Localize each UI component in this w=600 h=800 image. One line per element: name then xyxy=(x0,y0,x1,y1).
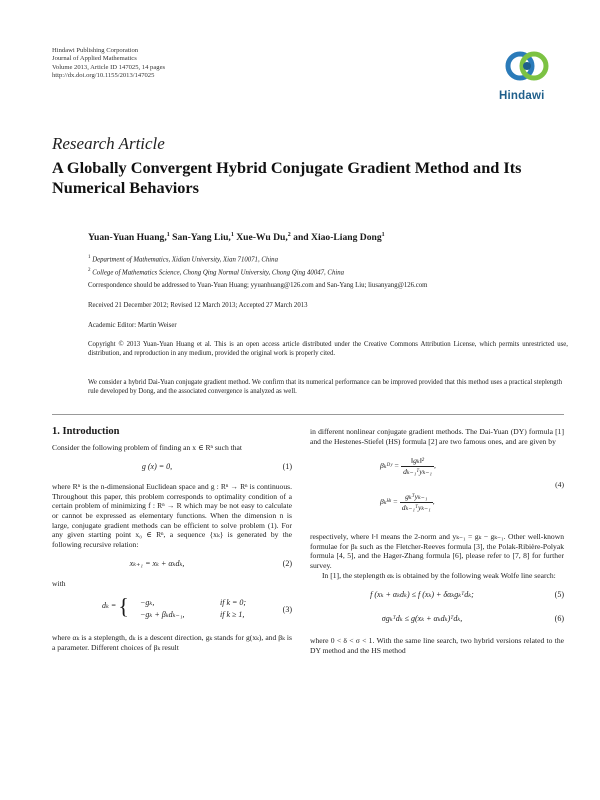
author-list xyxy=(88,232,385,243)
paper-title: A Globally Convergent Hybrid Conjugate Gradient Method and Its Numerical Behaviors xyxy=(52,158,522,197)
volume-info: Volume 2013, Article ID 147025, 14 pages xyxy=(52,63,166,71)
equation-1: g (x) = 0, (1) xyxy=(141,462,292,472)
section-heading: 1. Introduction xyxy=(52,426,120,437)
paragraph: where αₖ is a steplength, dₖ is a descent direction, gₖ stands for g(xₖ), and βₖ is a parameter. Different choices of βₖ result xyxy=(52,632,292,652)
journal-header xyxy=(52,47,165,80)
equation-2: xₖ₊₁ = xₖ + αₖdₖ, (2) xyxy=(129,559,292,569)
left-column xyxy=(52,427,292,652)
equation-6: σgₖᵀdₖ ≤ g(xₖ + αₖdₖ)ᵀdₖ, (6) xyxy=(381,614,564,624)
author-name: Xue-Wu Du, xyxy=(233,232,288,244)
author-name: and Xiao-Liang Dong xyxy=(290,232,382,244)
paragraph: where 0 < δ < σ < 1. With the same line search, two hybrid versions related to the DY method and the HS method xyxy=(310,636,564,655)
abstract: We consider a hybrid Dai-Yuan conjugate gradient method. We confirm that its numerical performance can be improved provided that this method uses a practical steplength rule developed by Dong, and the associated convergence is analyzed as well. xyxy=(88,379,562,395)
publisher: Hindawi Publishing Corporation xyxy=(52,47,139,54)
equation-3: dₖ = { −gₖ, −gₖ + βₖdₖ₋₁, if k = 0; if k ≥ 1, (3) xyxy=(102,593,292,619)
affiliation-2: $^2$ College of Mathematics Science, Chong Qing Normal University, Chong Qing 40047, China xyxy=(88,268,345,277)
dates: Received 21 December 2012; Revised 12 March 2013; Accepted 27 March 2013 xyxy=(88,302,308,309)
copyright: Copyright © 2013 Yuan-Yuan Huang et al. This is an open access article distributed under the Creative Commons Attribution License, which permits unrestricted use, distribution, and reproduction in any medium, provided the original work is properly cited. xyxy=(88,341,568,357)
affiliations xyxy=(88,252,568,279)
author-aff: 1 xyxy=(230,232,234,238)
paragraph: In [1], the steplength αₖ is obtained by the following weak Wolfe line search: xyxy=(322,570,556,580)
academic-editor: Academic Editor: Martin Weiser xyxy=(88,322,177,329)
equation-4: βₖᴰʸ = $\frac{\text{‖gₖ‖²}}{\text{dₖ₋₁ᵀyₖ₋₁}}$ , βₖᴴˢ = $\frac{\text{gₖᵀyₖ₋₁}}{\text{dₖ₋₁ᵀyₖ₋₁}}$ , (4) xyxy=(380,456,564,512)
doi-link[interactable]: http://dx.doi.org/10.1155/2013/147025 xyxy=(52,71,155,79)
equation-5: f (xₖ + αₖdₖ) ≤ f (xₖ) + δαₖgₖᵀdₖ; (5) xyxy=(370,590,564,600)
author-aff: 1 xyxy=(381,232,385,238)
author-aff: 2 xyxy=(287,232,291,238)
paragraph: with xyxy=(52,579,66,589)
author-name: Yuan-Yuan Huang, xyxy=(88,232,167,244)
correspondence: Correspondence should be addressed to Yuan-Yuan Huang; yyuanhuang@126.com and San-Yang Liu; liusanyang@126.com xyxy=(88,282,428,289)
journal-name: Journal of Applied Mathematics xyxy=(52,55,137,63)
right-column xyxy=(310,427,564,655)
author-aff: 1 xyxy=(166,232,170,238)
paragraph: respectively, where ‖·‖ means the 2-norm and yₖ₋₁ = gₖ − gₖ₋₁. Other well-known formulae for βₖ such as the Fletcher-Reeves formula [3], the Polak-Ribière-Polyak formula [4, 5], and the Hager-Zhang formula [6], please refer to [7, 8] for further survey. xyxy=(310,532,564,570)
paragraph: where Rⁿ is the n-dimensional Euclidean space and g : Rⁿ → Rⁿ is continuous. Throughout this paper, this problem corresponds to optimality condition of a certain problem of minimizing f : Rⁿ → R which may be not easy to calculate or cannot be expressed as elementary functions. When the dimension n is large, conjugate gradient methods can be efficient to solve problem (1). For any given starting point x₀ ∈ Rⁿ, a sequence {xₖ} is generated by the following recursive relation: xyxy=(52,482,292,549)
divider xyxy=(52,414,564,415)
logo-text: Hindawi xyxy=(499,90,545,102)
article-type: Research Article xyxy=(52,134,165,153)
author-name: San-Yang Liu, xyxy=(169,232,231,244)
paragraph: in different nonlinear conjugate gradient methods. The Dai-Yuan (DY) formula [1] and the Hestenes-Stiefel (HS) formula [2] are two famous ones, and are given by xyxy=(310,427,564,446)
affiliation-1: $^1$ Department of Mathematics, Xidian University, Xian 710071, China xyxy=(88,255,278,264)
paragraph: Consider the following problem of finding an x ∈ Rⁿ such that xyxy=(52,442,243,452)
